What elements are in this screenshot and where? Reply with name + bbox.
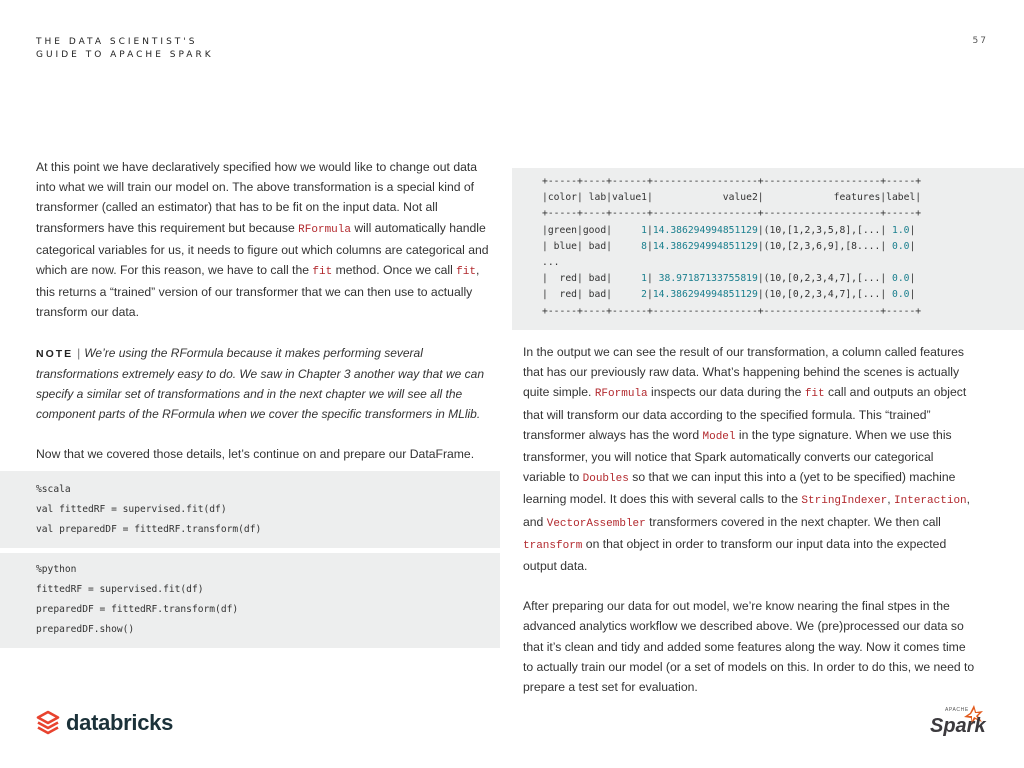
- cell-sep: |: [909, 289, 916, 301]
- inline-code: transform: [523, 539, 583, 552]
- text-run: in the type signature. When we use this transformer, you will notice that Spark automatically converts our categorical variable to: [523, 427, 952, 485]
- left-paragraph-1: [36, 157, 498, 323]
- cell-sep: |: [647, 273, 659, 285]
- row-prefix: |green|good|: [542, 224, 642, 236]
- table-row: [542, 223, 1024, 239]
- inline-code: VectorAssembler: [546, 517, 646, 530]
- table-border: +-----+----+------+------------------+--------------------+-----+: [542, 305, 922, 317]
- table-border: +-----+----+------+------------------+--------------------+-----+: [542, 208, 922, 220]
- text-run: , and: [523, 492, 971, 529]
- cell-sep: |: [757, 273, 764, 285]
- code-line: %python: [36, 564, 77, 575]
- code-line: val fittedRF = supervised.fit(df): [36, 504, 227, 515]
- cell-label: 1.0: [892, 224, 910, 236]
- text-run: In the output we can see the result of our transformation, a column called features that has our previously raw data. What’s happening behind the scenes is actually quite simple.: [523, 345, 965, 400]
- cell-features: (10,[0,2,3,4,7],[...: [763, 273, 881, 285]
- text-run: on that object in order to transform our input data into the expected output data.: [523, 536, 947, 574]
- code-block-python: [0, 553, 500, 648]
- cell-sep: |: [880, 240, 892, 252]
- header-line-1: THE DATA SCIENTIST'S: [36, 37, 198, 47]
- inline-code: RFormula: [298, 223, 351, 236]
- cell-value2: 38.97187133755819: [658, 273, 758, 285]
- table-ellipsis: ...: [542, 256, 560, 268]
- cell-sep: |: [757, 289, 764, 301]
- cell-features: (10,[0,2,3,4,7],[...: [763, 289, 881, 301]
- row-prefix: | red| bad|: [542, 289, 642, 301]
- inline-code: Interaction: [894, 495, 967, 508]
- cell-value2: 14.386294994851129: [652, 240, 758, 252]
- text-run: so that we can input this into a (yet to be specified) machine learning model. It does this with several calls to the: [523, 470, 956, 507]
- code-line: preparedDF = fittedRF.transform(df): [36, 604, 239, 615]
- cell-sep: |: [647, 289, 653, 301]
- code-line: fittedRF = supervised.fit(df): [36, 584, 204, 595]
- code-line: %scala: [36, 484, 71, 495]
- cell-sep: |: [909, 240, 916, 252]
- cell-features: (10,[1,2,3,5,8],[...: [763, 224, 881, 236]
- databricks-logo: [36, 708, 173, 738]
- note-label: NOTE: [36, 347, 74, 360]
- code-line: val preparedDF = fittedRF.transform(df): [36, 524, 262, 535]
- cell-sep: |: [757, 240, 764, 252]
- cell-value1: 1: [641, 224, 647, 236]
- cell-sep: |: [647, 224, 653, 236]
- text-run: transformers covered in the next chapter. We then call: [645, 514, 941, 529]
- text-run: , this returns a “trained” version of our transformer that we can then use to actually transform our data.: [36, 263, 480, 320]
- text-run: method. Once we call: [332, 263, 457, 278]
- note-separator: |: [77, 345, 81, 360]
- apache-small-text: APACHE: [945, 707, 969, 713]
- databricks-wordmark: databricks: [66, 710, 174, 735]
- right-column: [523, 342, 979, 697]
- running-header: [36, 36, 214, 62]
- text-run: will automatically handle categorical variables for us, it needs to figure out which columns are categorical and which are now. For this reason, we have to call the: [36, 220, 489, 278]
- cell-value1: 1: [641, 273, 647, 285]
- spark-wordmark: Spark: [930, 715, 986, 737]
- cell-value2: 14.386294994851129: [652, 289, 758, 301]
- cell-label: 0.0: [892, 273, 910, 285]
- right-paragraph-2: After preparing our data for out model, we’re know nearing the final stpes in the advanced analytics workflow we described above. We (pre)processed our data so that it’s clean and tidy and added some features along the way. Now it comes time to actually train our model (or a set of models on this. In order to do this, we need to prepare a test set for evaluation.: [523, 599, 975, 695]
- cell-sep: |: [757, 224, 764, 236]
- note-block: [36, 343, 498, 425]
- code-line: preparedDF.show(): [36, 624, 135, 635]
- text-run: inspects our data during the: [647, 385, 805, 400]
- cell-sep: |: [909, 273, 916, 285]
- inline-code: Model: [702, 430, 736, 443]
- row-prefix: | red| bad|: [542, 273, 642, 285]
- code-block-scala: [0, 471, 500, 548]
- text-run: call and outputs an object that will transform our data according to the specified formula. This “trained” transformer always has the word: [523, 385, 967, 442]
- left-column: [36, 157, 498, 465]
- cell-sep: |: [880, 289, 892, 301]
- table-row: [542, 239, 1024, 255]
- cell-label: 0.0: [892, 240, 910, 252]
- right-paragraph-1: [523, 342, 979, 576]
- cell-value1: 8: [641, 240, 647, 252]
- cell-sep: |: [647, 240, 653, 252]
- cell-sep: |: [880, 273, 892, 285]
- row-prefix: | blue| bad|: [542, 240, 642, 252]
- cell-features: (10,[2,3,6,9],[8....: [763, 240, 881, 252]
- inline-code: RFormula: [594, 388, 648, 401]
- cell-label: 0.0: [892, 289, 910, 301]
- inline-code: fit: [312, 266, 333, 279]
- table-header: |color| lab|value1| value2| features|label|: [542, 192, 922, 204]
- cell-value1: 2: [641, 289, 647, 301]
- table-row: [542, 271, 1024, 287]
- databricks-icon: [36, 710, 60, 736]
- header-line-2: GUIDE TO APACHE SPARK: [36, 50, 214, 60]
- text-run: At this point we have declaratively specified how we would like to change out data into what we will train our model on. The above transformation is a special kind of transformer (called an estimator) that has to be fit on the input data. Not all transformers have this requirement but because: [36, 160, 478, 235]
- cell-sep: |: [909, 224, 916, 236]
- table-border: +-----+----+------+------------------+--------------------+-----+: [542, 176, 922, 187]
- apache-spark-logo: [928, 702, 988, 738]
- cell-value2: 14.386294994851129: [652, 224, 758, 236]
- cell-sep: |: [880, 224, 892, 236]
- inline-code: Doubles: [582, 473, 629, 486]
- left-paragraph-2: Now that we covered those details, let’s continue on and prepare our DataFrame.: [36, 447, 475, 462]
- note-text: We’re using the RFormula because it makes performing several transformations extremely easy to do. We saw in Chapter 3 another way that we can specify a similar set of transformations and in the next chapter we will see all the component parts of the RFormula when we cover the specific transformers in MLlib.: [36, 345, 484, 422]
- inline-code: fit: [456, 266, 476, 279]
- inline-code: fit: [804, 388, 825, 401]
- text-run: ,: [887, 492, 895, 507]
- inline-code: StringIndexer: [801, 495, 888, 508]
- page-number: 57: [972, 36, 988, 46]
- table-row: [542, 287, 1024, 303]
- output-table-block: [512, 168, 1024, 330]
